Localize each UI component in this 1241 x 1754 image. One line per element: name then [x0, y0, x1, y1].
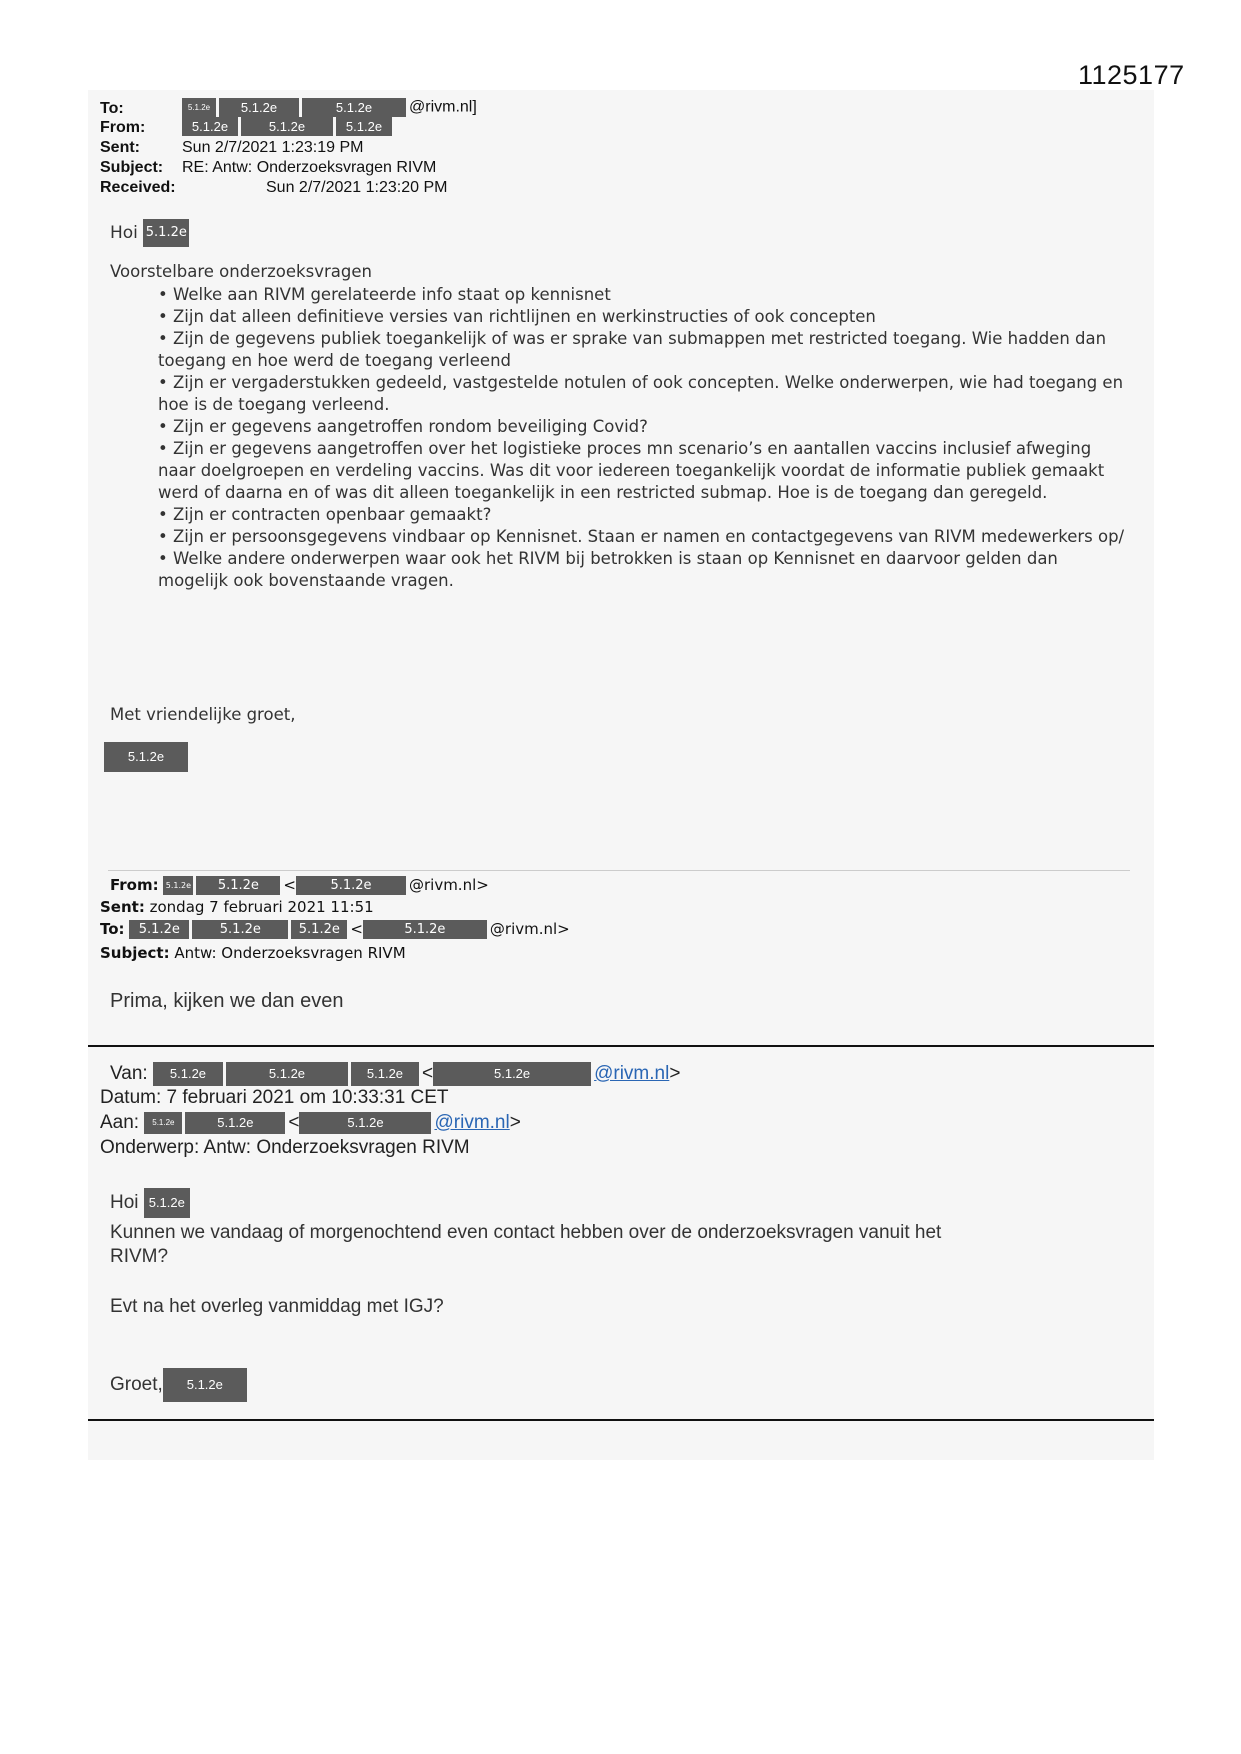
redaction: 5.1.2e	[196, 876, 280, 895]
redaction: 5.1.2e	[351, 1062, 419, 1086]
sent-label: Sent:	[100, 139, 140, 156]
redaction: 5.1.2e	[163, 1368, 247, 1402]
email1-closing: Met vriendelijke groet,	[110, 705, 296, 724]
redaction: 5.1.2e	[302, 98, 406, 117]
redaction: 5.1.2e	[182, 117, 238, 136]
redaction: 5.1.2e	[192, 920, 288, 939]
redaction: 5.1.2e	[296, 876, 406, 895]
redaction: 5.1.2e	[153, 1062, 223, 1086]
redaction: 5.1.2e	[143, 219, 189, 247]
to-label: To:	[100, 920, 125, 938]
redaction: 5.1.2e	[163, 876, 193, 895]
van-email-link[interactable]: @rivm.nl	[594, 1063, 670, 1085]
redaction: 5.1.2e	[185, 1112, 285, 1134]
from-suffix: @rivm.nl>	[408, 876, 489, 894]
redaction: 5.1.2e	[219, 98, 299, 117]
received-label: Received:	[100, 179, 176, 196]
separator	[88, 1045, 1154, 1047]
redaction: 5.1.2e	[226, 1062, 348, 1086]
onderwerp-label: Onderwerp:	[100, 1137, 200, 1158]
redaction: 5.1.2e	[433, 1062, 591, 1086]
redaction: 5.1.2e	[291, 920, 347, 939]
sent-value: zondag 7 februari 2021 11:51	[149, 898, 374, 916]
email2-body: Prima, kijken we dan even	[110, 990, 344, 1012]
list-item: • Welke aan RIVM gerelateerde info staat op kennisnet	[158, 284, 1128, 306]
redaction: 5.1.2e	[104, 742, 188, 772]
list-item: • Zijn er vergaderstukken gedeeld, vastgestelde notulen of ook concepten. Welke onderwerpen, wie had toegang en hoe is de toegang verleend.	[158, 372, 1128, 416]
email3-body-line2: RIVM?	[110, 1246, 169, 1267]
received-value: Sun 2/7/2021 1:23:20 PM	[266, 179, 448, 196]
question-list	[158, 284, 1128, 592]
to-suffix: @rivm.nl>	[489, 920, 570, 938]
redaction: 5.1.2e	[144, 1188, 190, 1218]
list-item: • Zijn er gegevens aangetroffen over het logistieke proces mn scenario’s en aantallen vaccins inclusief afweging naar doelgroepen en verdeling vaccins. Was dit voor iedereen toegankelijk voordat de informatie publiek gemaakt werd of daarna en of was dit alleen toegankelijk in een restricted submap. Hoe is de toegang dan geregeld.	[158, 438, 1128, 504]
document-number: 1125177	[1078, 60, 1185, 90]
list-item: • Zijn er persoonsgegevens vindbaar op Kennisnet. Staan er namen en contactgegevens van RIVM medewerkers op/	[158, 526, 1128, 548]
aan-email-link[interactable]: @rivm.nl	[434, 1112, 510, 1134]
list-item: • Zijn er gegevens aangetroffen rondom beveiliging Covid?	[158, 416, 1128, 438]
list-item: • Welke andere onderwerpen waar ook het RIVM bij betrokken is staan op Kennisnet en daarvoor gelden dan mogelijk ook bovenstaande vragen.	[158, 548, 1128, 592]
from-label: From:	[100, 119, 146, 136]
email3-body-line3: Evt na het overleg vanmiddag met IGJ?	[110, 1296, 444, 1317]
datum-label: Datum:	[100, 1087, 162, 1108]
redaction: 5.1.2e	[299, 1112, 431, 1134]
redaction: 5.1.2e	[144, 1112, 182, 1134]
email1-intro: Voorstelbare onderzoeksvragen	[110, 262, 372, 281]
email1-greeting: Hoi 5.1.2e	[110, 219, 192, 247]
email3-greeting: Hoi 5.1.2e	[110, 1188, 193, 1218]
redaction: 5.1.2e	[129, 920, 189, 939]
redaction: 5.1.2e	[336, 117, 392, 136]
redaction: 5.1.2e	[182, 98, 216, 117]
separator	[88, 1419, 1154, 1421]
sent-label: Sent:	[100, 898, 145, 916]
to-label: To:	[100, 100, 124, 117]
email3-closing: Groet, 5.1.2e	[110, 1368, 250, 1402]
redaction: 5.1.2e	[241, 117, 333, 136]
email3-body-line1: Kunnen we vandaag of morgenochtend even contact hebben over de onderzoeksvragen vanuit het	[110, 1222, 942, 1243]
aan-label: Aan:	[100, 1112, 140, 1134]
list-item: • Zijn de gegevens publiek toegankelijk of was er sprake van submappen met restricted toegang. Wie hadden dan toegang en hoe werd de toegang verleend	[158, 328, 1128, 372]
list-item: • Zijn er contracten openbaar gemaakt?	[158, 504, 1128, 526]
signature	[104, 742, 191, 772]
redaction: 5.1.2e	[363, 920, 487, 939]
onderwerp-value: Antw: Onderzoeksvragen RIVM	[203, 1137, 470, 1158]
separator	[108, 870, 1130, 871]
van-label: Van:	[110, 1063, 148, 1085]
list-item: • Zijn dat alleen definitieve versies van richtlijnen en werkinstructies of ook concepten	[158, 306, 1128, 328]
sent-value: Sun 2/7/2021 1:23:19 PM	[182, 139, 364, 156]
subject-value: RE: Antw: Onderzoeksvragen RIVM	[182, 159, 437, 176]
datum-value: 7 februari 2021 om 10:33:31 CET	[166, 1087, 449, 1108]
subject-value: Antw: Onderzoeksvragen RIVM	[174, 944, 406, 962]
subject-label: Subject:	[100, 159, 164, 176]
subject-label: Subject:	[100, 944, 170, 962]
to-suffix: @rivm.nl]	[409, 98, 477, 116]
from-label: From:	[110, 876, 159, 894]
